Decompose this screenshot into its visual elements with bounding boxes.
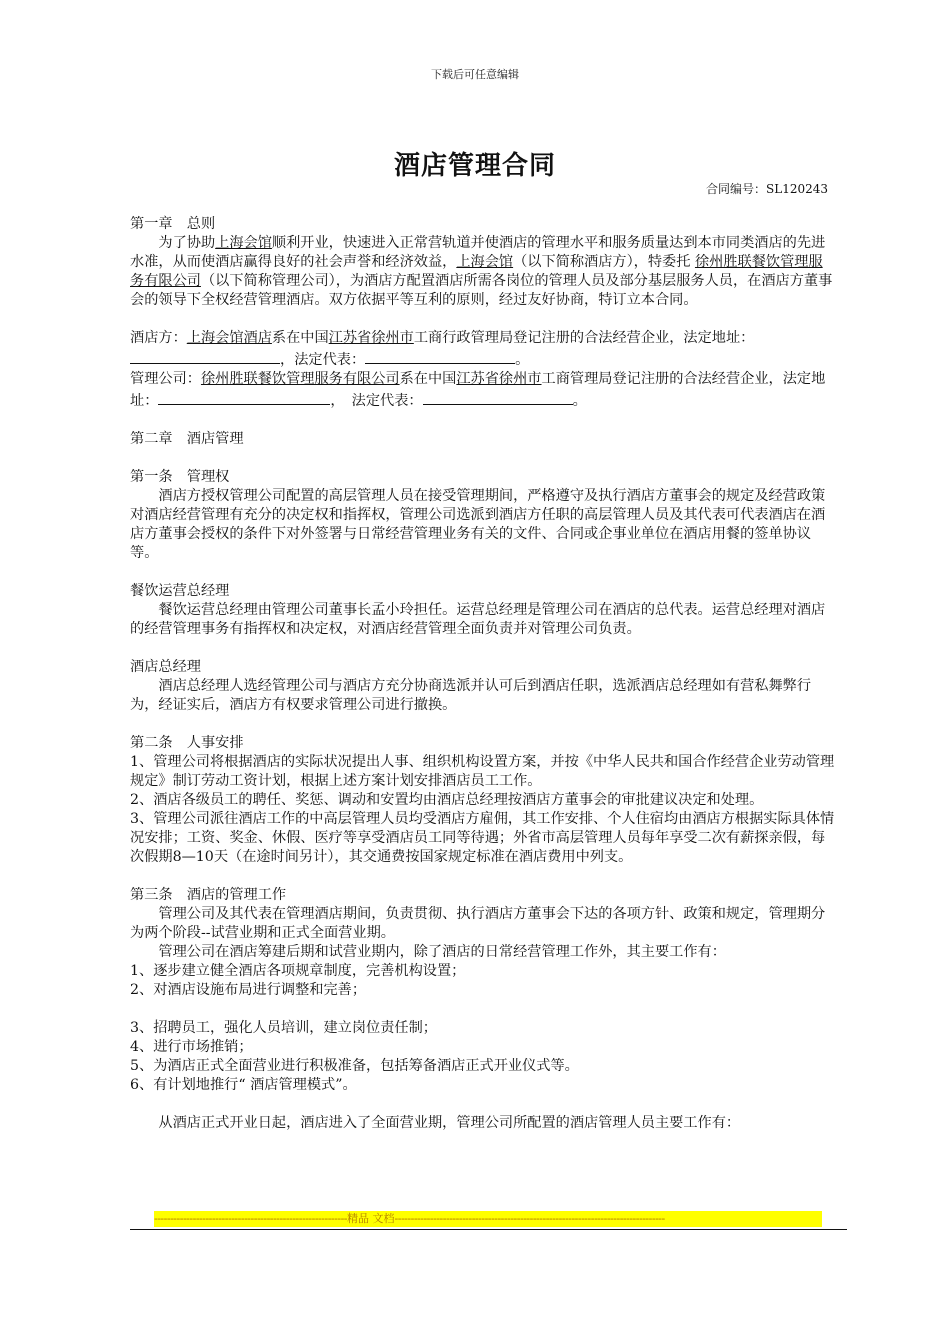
hotel-party-name: 上海会馆酒店 <box>186 330 272 346</box>
mgmt-party-name: 徐州胜联餐饮管理服务有限公司 <box>200 371 400 387</box>
article-2-item: 3、管理公司派往酒店工作的中高层管理人员均受酒店方雇佣，其工作安排、个人住宿均由酒店方根据实际具体情况安排；工资、奖金、休假、医疗等享受酒店员工同等待遇；外省市高层管理人员每年享受二次有薪探亲假，每次假期8—10天（在途时间另计），其交通费按国家规定标准在酒店费用中列支。 <box>130 811 835 865</box>
article-1-heading: 第一条 管理权 <box>130 469 230 485</box>
article-3-item: 2、对酒店设施布局进行调整和完善； <box>130 982 367 998</box>
gm-ops-text: 餐饮运营总经理由管理公司董事长孟小玲担任。运营总经理是管理公司在酒店的总代表。运营总经理对酒店的经营管理事务有指挥权和决定权，对酒店经营管理全面负责并对管理公司负责。 <box>130 602 826 637</box>
article-2-heading: 第二条 人事安排 <box>130 735 244 751</box>
footer-rule <box>130 1229 847 1230</box>
article-1-text: 酒店方授权管理公司配置的高层管理人员在接受管理期间，严格遵守及执行酒店方董事会的规定及经营政策对酒店经营管理有充分的决定权和指挥权，管理公司选派到酒店方任职的高层管理人员及其代表可代表酒店在酒店方董事会授权的条件下对外签署与日常经营管理业务有关的文件、合同或企事业单位在酒店用餐的签单协议等。 <box>130 488 826 561</box>
contract-number: 合同编号：SL120243 <box>706 182 828 196</box>
hotel-rep-blank <box>365 348 515 364</box>
mgmt-rep-blank <box>423 389 573 405</box>
footer-label: 精品 文档 <box>347 1212 395 1225</box>
document-body <box>130 215 835 1133</box>
hotel-party-region: 江苏省徐州市 <box>328 330 414 346</box>
article-3-item: 1、逐步建立健全酒店各项规章制度，完善机构设置； <box>130 963 466 979</box>
hotel-name-underlined: 上海会馆 <box>456 254 514 270</box>
article-2-item: 1、管理公司将根据酒店的实际状况提出人事、组织机构设置方案，并按《中华人民共和国合作经营企业劳动管理规定》制订劳动工资计划，根据上述方案计划安排酒店员工工作。 <box>130 754 835 789</box>
article-3-item: 5、为酒店正式全面营业进行积极准备，包括筹备酒店正式开业仪式等。 <box>130 1058 579 1074</box>
article-3-heading: 第三条 酒店的管理工作 <box>130 887 287 903</box>
mgmt-party-region: 江苏省徐州市 <box>456 371 542 387</box>
gm-ops-heading: 餐饮运营总经理 <box>130 583 230 599</box>
chapter-1-paragraph: 为了协助上海会馆顺利开业，快速进入正常营轨道并使酒店的管理水平和服务质量达到本市同类酒店的先进水准，从而使酒店赢得良好的社会声誉和经济效益，上海会馆（以下简称酒店方），特委托 徐州胜联餐饮管理服务有限公司（以下简称管理公司），为酒店方配置酒店所需各岗位的管理人员及部分基层服务人员，在酒店方董事会的领导下全权经营管理酒店。双方依据平等互利的原则，经过友好协商，特订立本合同。 <box>130 235 833 308</box>
article-3-paragraph: 管理公司及其代表在管理酒店期间，负责贯彻、执行酒店方董事会下达的各项方针、政策和规定，管理期分为两个阶段--试营业期和正式全面营业期。 <box>130 906 826 941</box>
article-3-item: 6、有计划地推行“ 酒店管理模式”。 <box>130 1077 357 1093</box>
company-name-underlined: 徐州胜联餐饮管理服务有限公司 <box>130 254 823 289</box>
article-3-paragraph: 从酒店正式开业日起，酒店进入了全面营业期，管理公司所配置的酒店管理人员主要工作有： <box>158 1115 741 1131</box>
article-2-item: 2、酒店各级员工的聘任、奖惩、调动和安置均由酒店总经理按酒店方董事会的审批建议决定和处理。 <box>130 792 764 808</box>
chapter-1-heading: 第一章 总则 <box>130 216 216 232</box>
article-3-item: 4、进行市场推销； <box>130 1039 253 1055</box>
header-note: 下载后可任意编辑 <box>431 68 519 81</box>
mgmt-address-blank <box>158 389 330 405</box>
mgmt-party-clause: 管理公司：徐州胜联餐饮管理服务有限公司系在中国江苏省徐州市工商管理局登记注册的合法经营企业，法定地址： ， 法定代表： 。 <box>130 371 826 409</box>
footer-banner: ------------------------------------------------------------精品 文档------------------------------------------------------------------------------------ <box>154 1211 822 1227</box>
hotel-address-blank <box>130 348 280 364</box>
hotel-name-underlined: 上海会馆 <box>215 235 272 251</box>
article-3-paragraph: 管理公司在酒店筹建后期和试营业期内，除了酒店的日常经营管理工作外，其主要工作有： <box>158 944 726 960</box>
article-3-item: 3、招聘员工，强化人员培训，建立岗位责任制； <box>130 1020 437 1036</box>
hotel-party-clause: 酒店方：上海会馆酒店系在中国江苏省徐州市工商行政管理局登记注册的合法经营企业，法定地址：，法定代表： 。 <box>130 330 755 368</box>
chapter-2-heading: 第二章 酒店管理 <box>130 431 244 447</box>
document-title: 酒店管理合同 <box>393 151 556 181</box>
gm-text: 酒店总经理人选经管理公司与酒店方充分协商选派并认可后到酒店任职，选派酒店总经理如有营私舞弊行为，经证实后，酒店方有权要求管理公司进行撤换。 <box>130 678 812 713</box>
gm-heading: 酒店总经理 <box>130 659 201 675</box>
